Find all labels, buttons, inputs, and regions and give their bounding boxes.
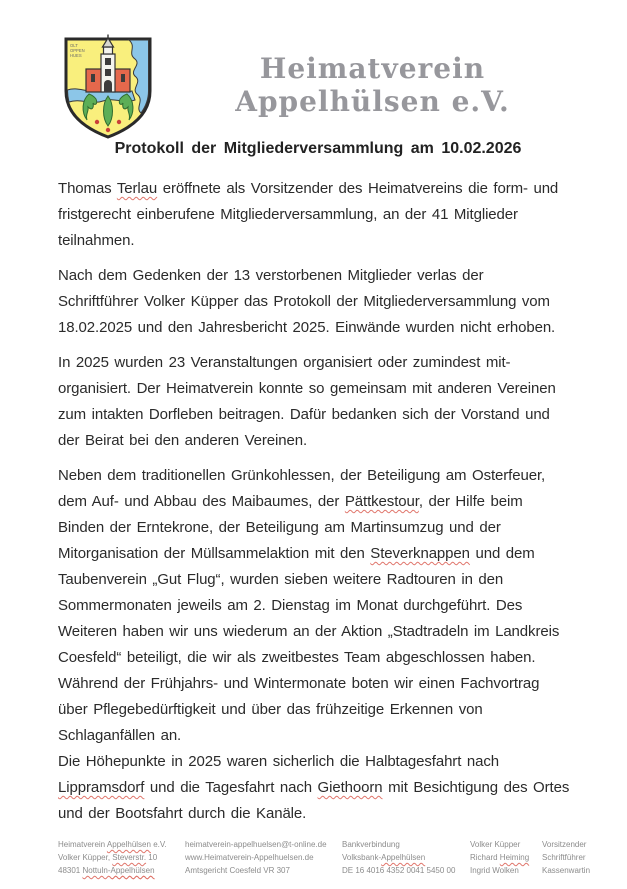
body-line: Lippramsdorf und die Tagesfahrt nach Giethoorn mit Besichtigung des Ortes xyxy=(58,779,570,796)
misspelled-word: Steverknappen xyxy=(370,545,470,562)
crest-motto-line-3: HUES xyxy=(70,53,82,58)
letterhead xyxy=(58,34,587,140)
body-line: Schlaganfällen an. xyxy=(58,727,182,744)
body-line: Neben dem traditionellen Grünkohlessen, der Beteiligung am Osterfeuer, xyxy=(58,467,546,484)
misspelled-word: Heiming xyxy=(499,853,530,862)
crest-motto-line-1: OLT xyxy=(70,43,78,48)
misspelled-word: Giethoorn xyxy=(317,779,383,796)
misspelled-word: Terlau xyxy=(116,180,158,197)
body-line: zum intakten Dorfleben beitragen. Dafür bedanken sich der Vorstand und xyxy=(58,406,550,423)
footer-line: Volker Küpper, Steverstr. 10 xyxy=(58,853,158,862)
footer-register-court: Amtsgericht Coesfeld VR 307 xyxy=(185,866,290,875)
footer-address-column xyxy=(58,838,185,877)
footer-line: Ingrid Wolken xyxy=(470,866,519,875)
spire-base xyxy=(104,47,113,54)
berry-center xyxy=(106,128,110,132)
body-line: und der Bootsfahrt durch die Kanäle. xyxy=(58,805,307,822)
misspelled-word: Pättkestour xyxy=(344,493,419,510)
body-line: über Pflegebedürftigkeit und über das frühzeitige Erkennen von xyxy=(58,701,483,718)
footer-email: heimatverein-appelhuelsen@t-online.de xyxy=(185,840,327,849)
organization-name: Heimatverein Appelhülsen e.V. xyxy=(235,52,510,118)
footer-website: www.Heimatverein-Appelhuelsen.de xyxy=(185,853,314,862)
footer-contact-column xyxy=(185,838,342,877)
footer-line: Schriftführer xyxy=(542,853,586,862)
tower-window-top xyxy=(105,58,111,65)
body-line: teilnahmen. xyxy=(58,232,135,249)
crest-motto-line-2: OPPEN xyxy=(70,48,85,53)
body-line: dem Auf- und Abbau des Maibaumes, der Pättkestour, der Hilfe beim xyxy=(58,493,523,510)
paragraph-veranstaltungen xyxy=(58,350,617,454)
footer-line: Heimatverein Appelhülsen e.V. xyxy=(58,840,167,849)
body-line: Thomas Terlau eröffnete als Vorsitzender des Heimatvereins die form- und xyxy=(58,180,559,197)
footer-board-names-column xyxy=(470,838,542,877)
misspelled-word: Nottuln-Appelhülsen xyxy=(82,866,155,875)
footer-line: 48301 Nottuln-Appelhülsen xyxy=(58,866,155,875)
nave-window-left xyxy=(91,74,95,82)
footer-board-roles-column xyxy=(542,838,621,877)
letter-footer xyxy=(58,838,621,877)
body-line: Sommermonaten jeweils am 2. Dienstag im Monat durchgeführt. Des xyxy=(58,597,523,614)
body-line: 18.02.2025 und den Jahresbericht 2025. Einwände wurden nicht erhoben. xyxy=(58,319,556,336)
footer-bank-column xyxy=(342,838,470,877)
berry-right xyxy=(117,120,121,124)
body-line: Während der Frühjahrs- und Wintermonate boten wir einen Fachvortrag xyxy=(58,675,540,692)
body-line: In 2025 wurden 23 Veranstaltungen organisiert oder zumindest mit- xyxy=(58,354,511,371)
paragraph-aktivitaeten xyxy=(58,463,617,827)
misspelled-word: Lippramsdorf xyxy=(58,779,145,796)
body-line: Binden der Erntekrone, der Beteiligung am Martinsumzug und der xyxy=(58,519,501,536)
footer-line: Volksbank-Appelhülsen xyxy=(342,853,426,862)
body-line: Coesfeld“ beteiligt, die wir als zweitbestes Team abgeschlossen haben. xyxy=(58,649,536,666)
footer-line: Bankverbindung xyxy=(342,840,400,849)
body-line: Die Höhepunkte in 2025 waren sicherlich die Halbtagesfahrt nach xyxy=(58,753,499,770)
berry-left xyxy=(95,120,99,124)
footer-line: Vorsitzender xyxy=(542,840,587,849)
body-line: organisiert. Der Heimatverein konnte so gemeinsam mit anderen Vereinen xyxy=(58,380,556,397)
document-title: Protokoll der Mitgliederversammlung am 10.02.2026 xyxy=(114,140,522,157)
body-line: Mitorganisation der Müllsammelaktion mit den Steverknappen und dem xyxy=(58,545,535,562)
body-line: Nach dem Gedenken der 13 verstorbenen Mitglieder verlas der xyxy=(58,267,484,284)
body-line: Weiteren haben wir uns wiederum an der Aktion „Stadtradeln im Landkreis xyxy=(58,623,560,640)
club-crest-logo xyxy=(58,34,158,140)
tower-door xyxy=(104,80,112,92)
paragraph-opening xyxy=(58,176,617,254)
misspelled-word: Appelhülsen xyxy=(110,866,155,875)
nave-window-right xyxy=(121,74,125,82)
misspelled-word: Appelhülsen xyxy=(381,853,426,862)
document-body xyxy=(58,176,617,827)
misspelled-word: Appelhülsen xyxy=(106,840,151,849)
footer-iban: DE 16 4016 4352 0041 5450 00 xyxy=(342,866,456,875)
footer-line: Kassenwartin xyxy=(542,866,591,875)
misspelled-word: Steverstr. xyxy=(112,853,147,862)
footer-line: Richard Heiming xyxy=(470,853,530,862)
paragraph-gedenken xyxy=(58,263,617,341)
body-line: Taubenverein „Gut Flug“, wurden sieben weitere Radtouren in den xyxy=(58,571,504,588)
body-line: Schriftführer Volker Küpper das Protokoll der Mitgliederversammlung vom xyxy=(58,293,550,310)
body-line: der Beirat bei den anderen Vereinen. xyxy=(58,432,308,449)
footer-line: Volker Küpper xyxy=(470,840,521,849)
tower-window-mid xyxy=(105,69,111,76)
body-line: fristgerecht einberufene Mitgliederversammlung, an der 41 Mitglieder xyxy=(58,206,518,223)
